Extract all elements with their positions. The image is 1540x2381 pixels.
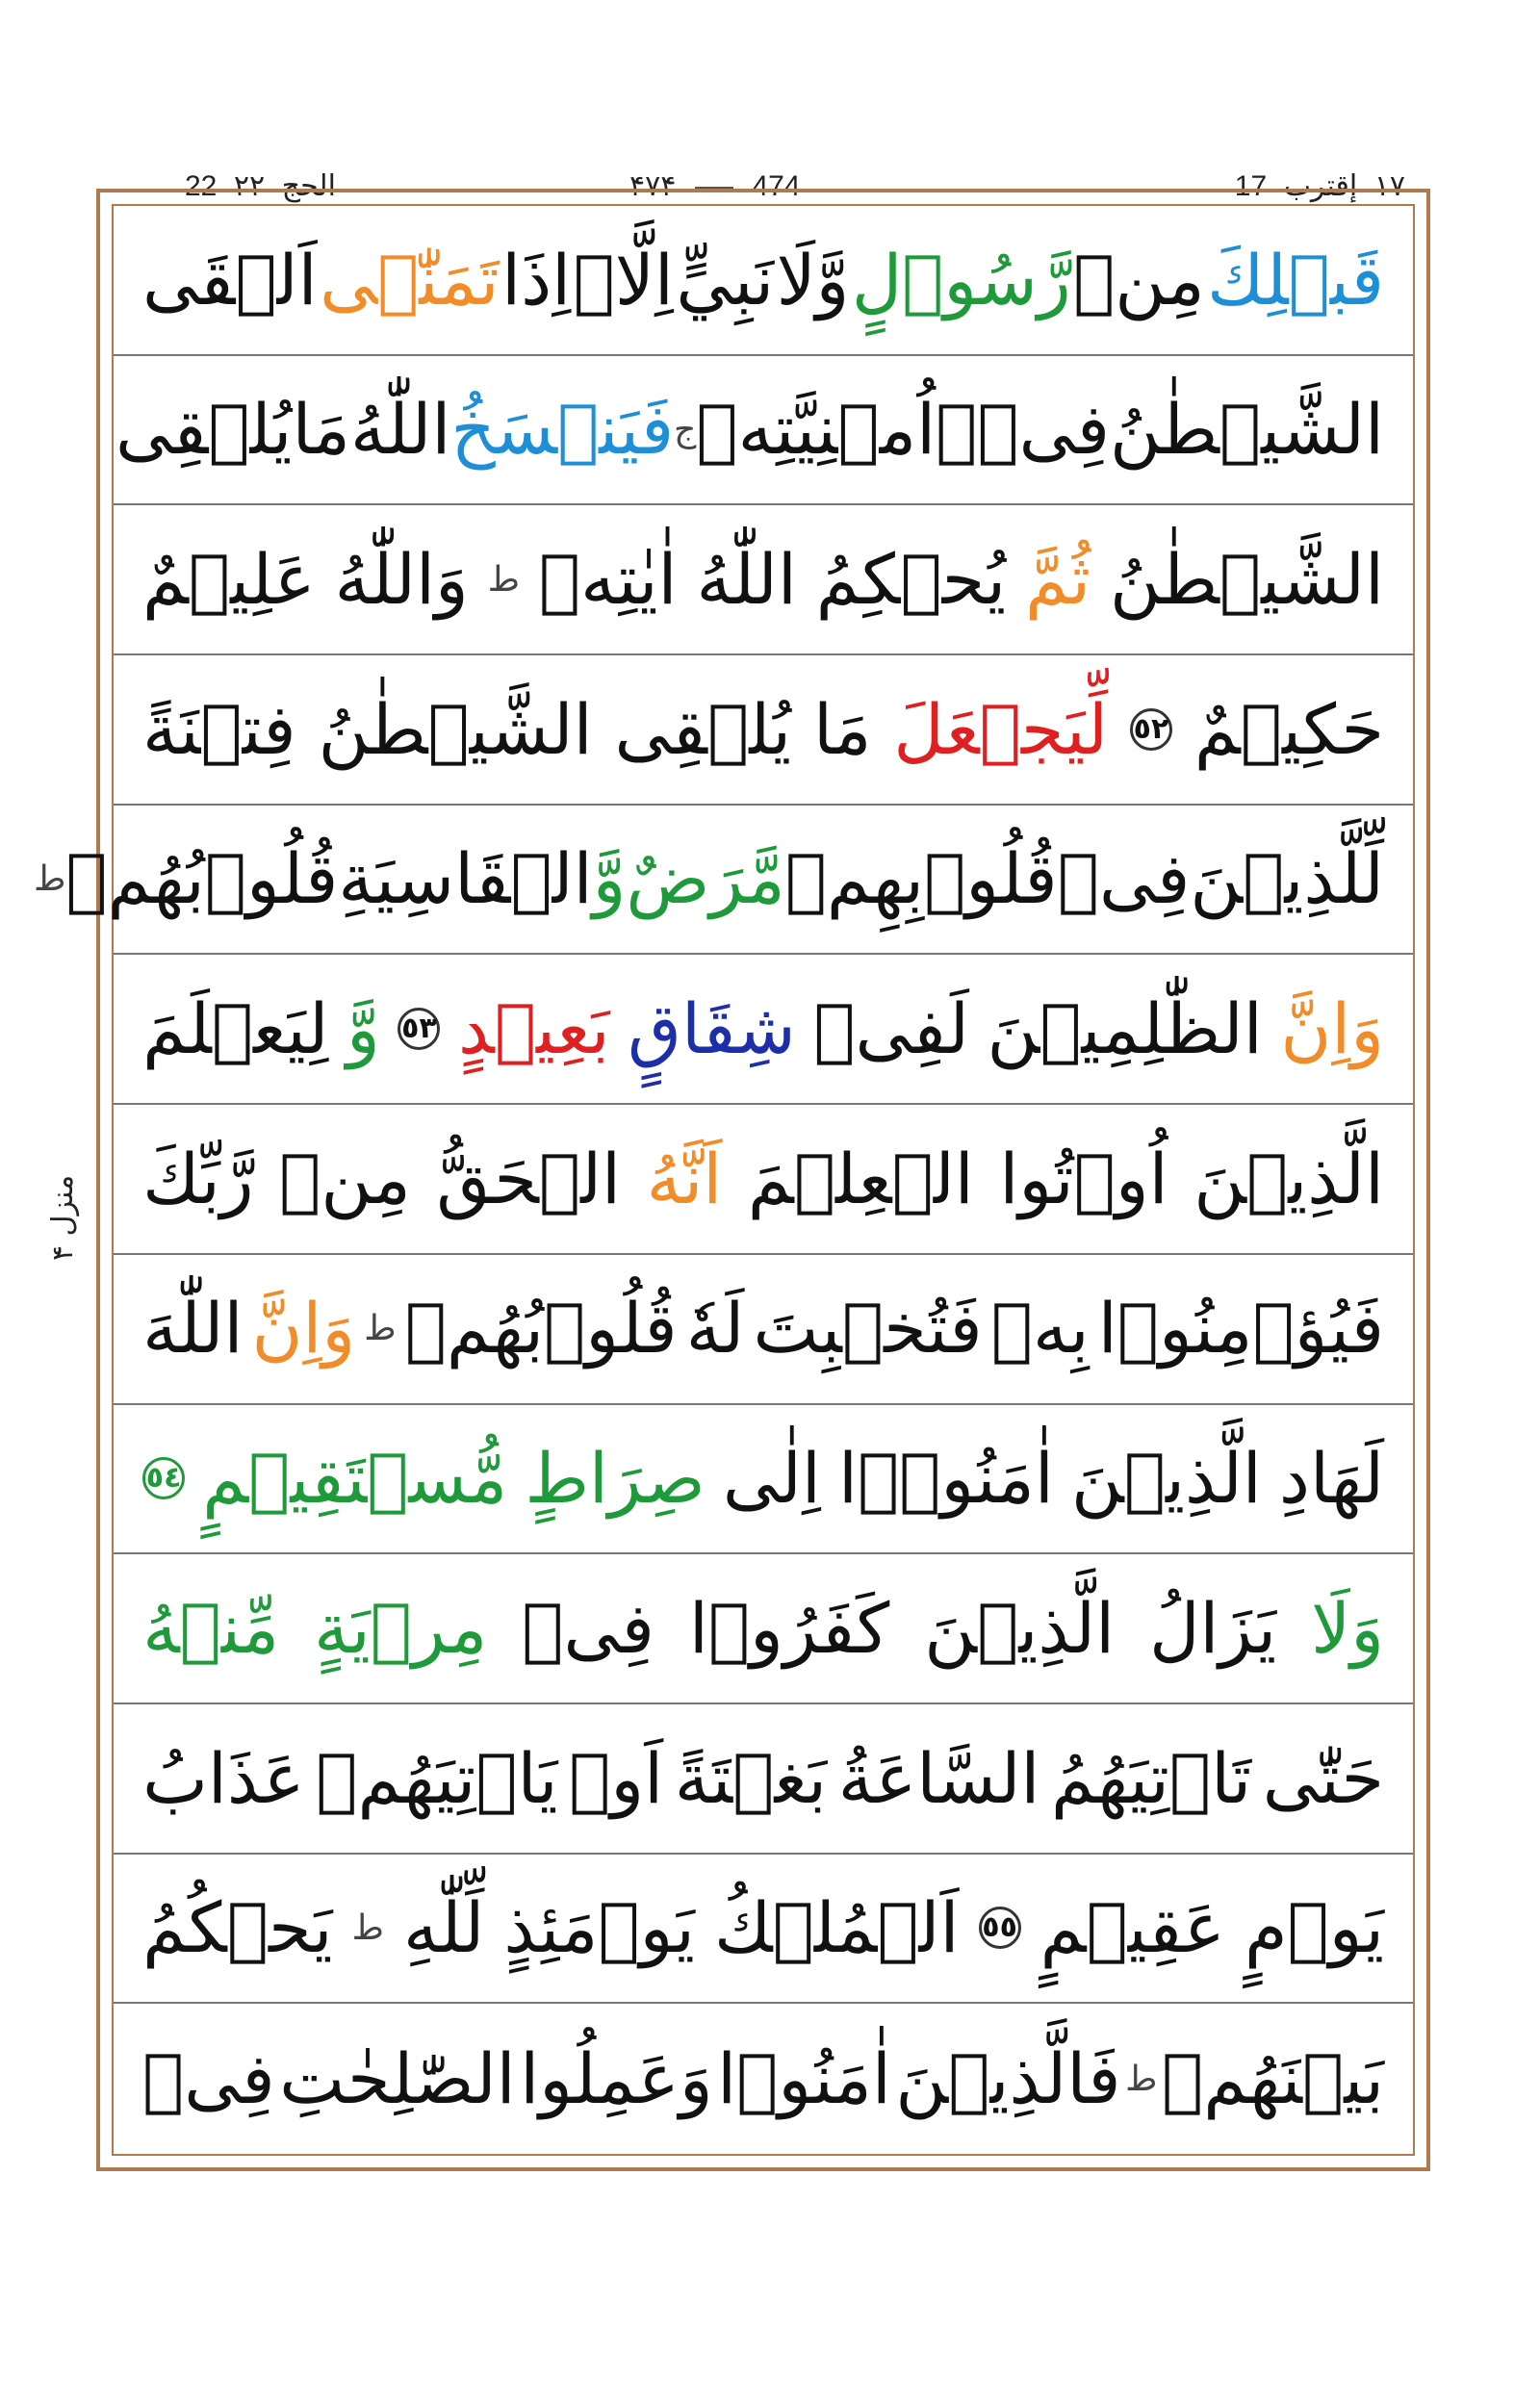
verse-word: الصّٰلِحٰتِ (279, 2037, 516, 2119)
verse-word: فَتُخۡبِتَ (753, 1288, 983, 1370)
verse-word: اِلَّاۤ (573, 239, 674, 320)
verse-word: الۡعِلۡمَ (747, 1138, 974, 1219)
waqf-mark: ط (34, 859, 66, 900)
verse-word: رَّسُوۡلٍ (851, 239, 1071, 320)
verse-word: لَهٗ (685, 1288, 745, 1370)
verse-line (114, 2004, 1413, 2154)
ayah-number: ٥٣ (398, 1008, 440, 1050)
verse-word: الَّذِيۡنَ (1194, 1138, 1384, 1219)
verse-word: رَّبِّكَ (142, 1138, 254, 1219)
verse-line (114, 955, 1413, 1105)
verse-word: اَنَّهُ (646, 1138, 723, 1219)
verse-line (114, 1405, 1413, 1555)
verse-word: وَلَا (1311, 1587, 1384, 1669)
verse-word: شِقَاقٍ (628, 988, 796, 1070)
ayah-number: ٥٢ (1130, 708, 1172, 751)
verse-word: اللّٰهُ (349, 389, 451, 471)
verse-word: الَّذِيۡنَ (924, 1587, 1116, 1669)
verse-word: وَاِنَّ (1280, 988, 1384, 1070)
verse-line (114, 1855, 1413, 2005)
verse-word: لَفِىۡ (813, 988, 969, 1070)
verse-word: اِذَا (501, 239, 572, 320)
verse-word: الشَّيۡطٰنُ (318, 688, 593, 770)
verse-word: لِّلَّذِيۡنَ (1190, 838, 1384, 920)
verse-word: قُلُوۡبُهُمۡ (404, 1288, 678, 1370)
manzil-label: منزل ۴ (46, 1174, 80, 1261)
verse-word: يَوۡمَئِذٍ (503, 1887, 695, 1969)
verse-word: فِىۡ (1057, 838, 1191, 920)
verse-word: مِنۡ (1073, 239, 1205, 320)
verse-word: كَفَرُوۡا (688, 1587, 890, 1669)
verse-line (34, 806, 1413, 956)
verse-word: قُلُوۡبُهُمۡ (65, 838, 339, 920)
surah-number: 22 (185, 170, 218, 202)
verse-word: عَقِيۡمٍ (1040, 1887, 1225, 1969)
verse-word: فِىۡۤ (936, 389, 1111, 471)
verse-line (114, 1255, 1413, 1405)
verse-word: فِىۡ (522, 1587, 654, 1669)
verse-word: اَلۡمُلۡكُ (714, 1887, 960, 1969)
verse-word: بِهٖ (990, 1288, 1090, 1370)
verse-word: فِىۡ (142, 2037, 275, 2119)
verse-word: اَلۡقَى (142, 239, 318, 320)
verse-word: حَكِيۡمٌ (1194, 688, 1384, 770)
verse-line (114, 655, 1413, 806)
verse-word: مِنۡ (279, 1138, 411, 1219)
waqf-mark: ط (1125, 2059, 1158, 2099)
verse-word: اٰيٰتِهٖ (538, 539, 678, 621)
juz-name: إقترب (1283, 169, 1358, 203)
waqf-mark: ط (351, 1907, 384, 1948)
verse-line (114, 206, 1413, 356)
verse-word: لِيَعۡلَمَ (142, 988, 329, 1070)
verse-word: وَّ (346, 988, 380, 1070)
verse-word: لِّلّٰهِ (402, 1887, 485, 1969)
verse-word: ثُمَّ (1025, 539, 1091, 621)
verse-word: وَّ (592, 838, 627, 920)
verse-word: يَزَالُ (1149, 1587, 1277, 1669)
verse-word: بَغۡتَةً (674, 1737, 828, 1819)
waqf-mark: ط (364, 1309, 397, 1349)
verse-word: نَبِيٍّ (676, 239, 775, 320)
verse-word: الَّذِيۡنَ (1070, 1438, 1262, 1520)
verse-word: اُمۡنِيَّتِهٖ (696, 389, 937, 471)
verse-word: الۡقَاسِيَةِ (338, 838, 593, 920)
verse-word: تَمَنّٰۤى (320, 239, 500, 320)
juz-number-arabic: ١٧ (1373, 169, 1405, 203)
verse-word: اٰمَنُوۡا (717, 2037, 891, 2119)
verse-word: لِّيَجۡعَلَ (893, 688, 1109, 770)
verse-word: صِرَاطٍ (525, 1438, 706, 1520)
verse-word: قُلُوۡبِهِمۡ (784, 838, 1058, 920)
verse-word: بَيۡنَهُمۡ (1161, 2037, 1384, 2119)
verse-word: عَلِيۡمٌ (142, 539, 316, 621)
verse-word: وَاِنَّ (251, 1288, 356, 1370)
verse-word: السَّاعَةُ (837, 1737, 1040, 1819)
verse-word: يَاۡتِيَهُمۡ (316, 1737, 558, 1819)
verse-word: مَّرَضٌ (626, 838, 785, 920)
verse-word: بَعِيۡدٍ (458, 988, 610, 1070)
verse-word: عَذَابُ (142, 1737, 305, 1819)
verse-word: وَّلَا (776, 239, 850, 320)
verse-word: لَهَادِ (1278, 1438, 1384, 1520)
verse-word: فَالَّذِيۡنَ (895, 2037, 1121, 2119)
verse-word: اَوۡ (569, 1737, 664, 1819)
verse-word: مُّسۡتَقِيۡمٍ (202, 1438, 508, 1520)
verse-word: اِلٰى (722, 1438, 821, 1520)
waqf-mark: ط (487, 559, 520, 600)
verse-word: الشَّيۡطٰنُ (1110, 539, 1384, 621)
page-number-arabic: ۴۷۴ (629, 169, 677, 203)
verse-word: وَاللّٰهُ (334, 539, 469, 621)
verse-word: مَا (812, 688, 872, 770)
verse-word: وَعَمِلُوا (520, 2037, 713, 2119)
verse-word: تَاۡتِيَهُمُ (1051, 1737, 1252, 1819)
ayah-number: ٥٥ (979, 1907, 1021, 1949)
verse-word: اٰمَنُوۡۤا (837, 1438, 1054, 1520)
verse-word: الۡحَقُّ (436, 1138, 622, 1219)
verse-word: الظّٰلِمِيۡنَ (987, 988, 1263, 1070)
verse-word: يَحۡكُمُ (142, 1887, 333, 1969)
verse-word: مِرۡيَةٍ (314, 1587, 488, 1669)
surah-name: الحج (281, 169, 336, 203)
waqf-mark: ج (674, 409, 697, 449)
verse-word: يُلۡقِى (614, 688, 792, 770)
verse-line (114, 1105, 1413, 1255)
verse-word: اللّٰهُ (696, 539, 797, 621)
verse-word: يُحۡكِمُ (815, 539, 1007, 621)
ayah-number: ٥٤ (142, 1457, 185, 1499)
verse-word: يَوۡمٍ (1244, 1887, 1384, 1969)
verse-line (114, 1704, 1413, 1855)
juz-number: 17 (1234, 170, 1268, 202)
verse-line (114, 356, 1413, 506)
verse-word: فِتۡنَةً (142, 688, 296, 770)
verse-word: مِّنۡهُ (142, 1587, 280, 1669)
verse-word: الشَّيۡطٰنُ (1110, 389, 1384, 471)
page-number: 474 (752, 170, 801, 202)
verse-line (114, 505, 1413, 655)
verse-word: اُوۡتُوا (999, 1138, 1168, 1219)
verse-word: مَا (292, 389, 350, 471)
verse-word: فَيَنۡسَخُ (450, 389, 675, 471)
verse-word: اللّٰهَ (142, 1288, 244, 1370)
surah-number-arabic: ۲۲ (233, 169, 266, 203)
verse-word: حَتّٰى (1262, 1737, 1384, 1819)
verse-word: يُلۡقِى (115, 389, 293, 471)
verse-word: قَبۡلِكَ (1207, 239, 1384, 320)
verse-line (114, 1554, 1413, 1704)
verse-word: فَيُؤۡمِنُوۡا (1097, 1288, 1384, 1370)
